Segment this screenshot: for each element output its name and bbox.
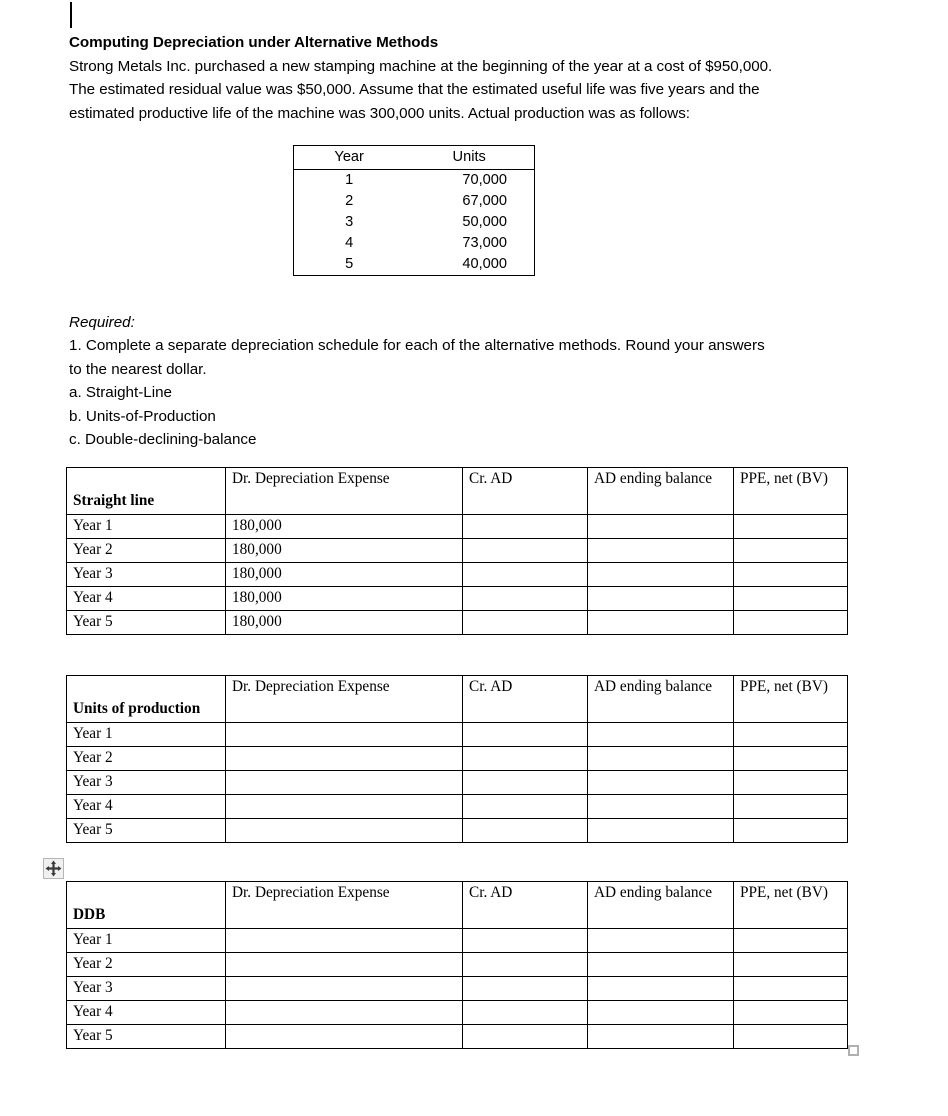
schedule-input-cell[interactable] <box>463 1025 588 1049</box>
table-row <box>67 587 848 611</box>
required-section <box>69 311 859 451</box>
schedule-input-cell[interactable] <box>588 747 734 771</box>
table-row <box>67 611 848 635</box>
schedule-input-cell[interactable] <box>588 1025 734 1049</box>
table-row <box>67 929 848 953</box>
schedule-input-cell[interactable]: 180,000 <box>226 539 463 563</box>
schedule-input-cell[interactable] <box>734 587 848 611</box>
schedule-input-cell[interactable] <box>734 723 848 747</box>
schedule-input-cell[interactable] <box>463 795 588 819</box>
cell-year: 4 <box>345 235 354 251</box>
method-label: DDB <box>67 882 226 929</box>
schedule-input-cell[interactable] <box>734 771 848 795</box>
schedule-input-cell[interactable] <box>734 611 848 635</box>
schedule-header-row <box>67 468 848 515</box>
schedule-input-cell[interactable] <box>588 795 734 819</box>
table-row <box>294 191 535 212</box>
table-row <box>67 1001 848 1025</box>
row-label-year: Year 4 <box>67 795 226 819</box>
problem-line-3: estimated productive life of the machine was 300,000 units. Actual production was as follows: <box>69 104 690 122</box>
move-four-arrows-icon[interactable] <box>43 858 64 879</box>
schedule-input-cell[interactable] <box>588 563 734 587</box>
schedule-input-cell[interactable] <box>226 819 463 843</box>
column-header-year: Year <box>334 149 364 165</box>
schedule-input-cell[interactable]: 180,000 <box>226 515 463 539</box>
schedule-input-cell[interactable] <box>734 953 848 977</box>
schedule-input-cell[interactable] <box>588 723 734 747</box>
method-label: Units of production <box>67 676 226 723</box>
cell-year: 1 <box>345 172 354 188</box>
required-item-c: c. Double-declining-balance <box>69 431 257 449</box>
table-row <box>67 1025 848 1049</box>
column-header-units: Units <box>452 149 486 165</box>
column-header: AD ending balance <box>588 882 734 929</box>
table-row <box>67 953 848 977</box>
row-label-year: Year 3 <box>67 563 226 587</box>
row-label-year: Year 5 <box>67 819 226 843</box>
table-row <box>67 977 848 1001</box>
cell-year: 3 <box>345 214 354 230</box>
schedule-input-cell[interactable] <box>463 977 588 1001</box>
row-label-year: Year 2 <box>67 747 226 771</box>
method-label: Straight line <box>67 468 226 515</box>
table-row <box>294 212 535 233</box>
schedule-input-cell[interactable] <box>226 1001 463 1025</box>
schedule-input-cell[interactable] <box>734 977 848 1001</box>
column-header: Cr. AD <box>463 882 588 929</box>
schedule-table-ddb[interactable] <box>66 881 848 1049</box>
table-row <box>67 539 848 563</box>
row-label-year: Year 5 <box>67 611 226 635</box>
schedule-input-cell[interactable] <box>734 563 848 587</box>
schedule-input-cell[interactable] <box>226 771 463 795</box>
schedule-table-units-of-production[interactable] <box>66 675 848 843</box>
schedule-input-cell[interactable] <box>463 747 588 771</box>
row-label-year: Year 4 <box>67 1001 226 1025</box>
row-label-year: Year 2 <box>67 953 226 977</box>
schedule-input-cell[interactable] <box>588 539 734 563</box>
table-row <box>67 819 848 843</box>
schedule-input-cell[interactable] <box>463 771 588 795</box>
schedule-input-cell[interactable] <box>734 819 848 843</box>
schedule-input-cell[interactable] <box>463 723 588 747</box>
table-row <box>67 723 848 747</box>
required-line-2: to the nearest dollar. <box>69 360 207 378</box>
schedule-input-cell[interactable] <box>734 795 848 819</box>
problem-statement <box>69 31 859 125</box>
cell-year: 2 <box>345 193 354 209</box>
cell-units: 73,000 <box>462 235 507 251</box>
schedule-header-row <box>67 676 848 723</box>
schedule-header-row <box>67 882 848 929</box>
row-label-year: Year 2 <box>67 539 226 563</box>
schedule-input-cell[interactable]: 180,000 <box>226 587 463 611</box>
table-row <box>67 515 848 539</box>
required-item-a: a. Straight-Line <box>69 384 172 402</box>
schedule-input-cell[interactable]: 180,000 <box>226 611 463 635</box>
row-label-year: Year 1 <box>67 929 226 953</box>
table-row <box>294 233 535 254</box>
schedule-input-cell[interactable]: 180,000 <box>226 563 463 587</box>
schedule-input-cell[interactable] <box>588 587 734 611</box>
cell-units: 50,000 <box>462 214 507 230</box>
schedule-input-cell[interactable] <box>463 929 588 953</box>
schedule-input-cell[interactable] <box>226 795 463 819</box>
cell-units: 40,000 <box>462 256 507 272</box>
schedule-input-cell[interactable] <box>588 819 734 843</box>
schedule-input-cell[interactable] <box>463 1001 588 1025</box>
schedule-input-cell[interactable] <box>734 747 848 771</box>
table-row <box>67 747 848 771</box>
schedule-input-cell[interactable] <box>226 723 463 747</box>
row-label-year: Year 1 <box>67 723 226 747</box>
schedule-input-cell[interactable] <box>588 1001 734 1025</box>
table-header-row <box>294 146 535 170</box>
table-row <box>67 795 848 819</box>
problem-line-1: Strong Metals Inc. purchased a new stamping machine at the beginning of the year at a cost of $950,000. <box>69 57 773 75</box>
schedule-table-straight-line[interactable] <box>66 467 848 635</box>
column-header: Dr. Depreciation Expense <box>226 468 463 515</box>
row-label-year: Year 1 <box>67 515 226 539</box>
schedule-input-cell[interactable] <box>226 953 463 977</box>
schedule-input-cell[interactable] <box>226 929 463 953</box>
schedule-input-cell[interactable] <box>463 563 588 587</box>
schedule-input-cell[interactable] <box>588 953 734 977</box>
row-label-year: Year 3 <box>67 771 226 795</box>
schedule-input-cell[interactable] <box>734 1025 848 1049</box>
schedule-input-cell[interactable] <box>734 929 848 953</box>
schedule-input-cell[interactable] <box>226 747 463 771</box>
schedule-input-cell[interactable] <box>588 929 734 953</box>
column-header: PPE, net (BV) <box>734 468 848 515</box>
row-label-year: Year 4 <box>67 587 226 611</box>
schedule-input-cell[interactable] <box>226 977 463 1001</box>
schedule-input-cell[interactable] <box>463 539 588 563</box>
table-row <box>67 771 848 795</box>
schedule-input-cell[interactable] <box>588 771 734 795</box>
schedule-input-cell[interactable] <box>463 953 588 977</box>
text-caret <box>70 2 72 28</box>
resize-corner-handle-icon[interactable] <box>848 1045 859 1056</box>
column-header: Dr. Depreciation Expense <box>226 676 463 723</box>
problem-line-2: The estimated residual value was $50,000. Assume that the estimated useful life was five years and the <box>69 81 760 98</box>
schedule-input-cell[interactable] <box>734 539 848 563</box>
schedule-input-cell[interactable] <box>463 515 588 539</box>
column-header: AD ending balance <box>588 676 734 723</box>
row-label-year: Year 3 <box>67 977 226 1001</box>
cell-units: 67,000 <box>462 193 507 209</box>
schedule-input-cell[interactable] <box>734 1001 848 1025</box>
actual-production-table <box>293 145 535 276</box>
column-header: PPE, net (BV) <box>734 676 848 723</box>
column-header: PPE, net (BV) <box>734 882 848 929</box>
column-header: Dr. Depreciation Expense <box>226 882 463 929</box>
column-header: Cr. AD <box>463 676 588 723</box>
schedule-input-cell[interactable] <box>463 819 588 843</box>
cell-year: 5 <box>345 256 354 272</box>
table-row <box>294 254 535 276</box>
schedule-input-cell[interactable] <box>226 1025 463 1049</box>
column-header: Cr. AD <box>463 468 588 515</box>
schedule-input-cell[interactable] <box>588 515 734 539</box>
cell-units: 70,000 <box>462 172 507 188</box>
required-line-1: 1. Complete a separate depreciation schedule for each of the alternative methods. Round your answers <box>69 337 765 355</box>
schedule-input-cell[interactable] <box>734 515 848 539</box>
schedule-input-cell[interactable] <box>463 611 588 635</box>
schedule-input-cell[interactable] <box>588 611 734 635</box>
row-label-year: Year 5 <box>67 1025 226 1049</box>
column-header: AD ending balance <box>588 468 734 515</box>
required-heading: Required: <box>69 314 135 331</box>
table-row <box>67 563 848 587</box>
schedule-input-cell[interactable] <box>463 587 588 611</box>
table-row <box>294 170 535 192</box>
required-item-b: b. Units-of-Production <box>69 407 216 425</box>
schedule-input-cell[interactable] <box>588 977 734 1001</box>
page-title: Computing Depreciation under Alternative Methods <box>69 34 439 51</box>
